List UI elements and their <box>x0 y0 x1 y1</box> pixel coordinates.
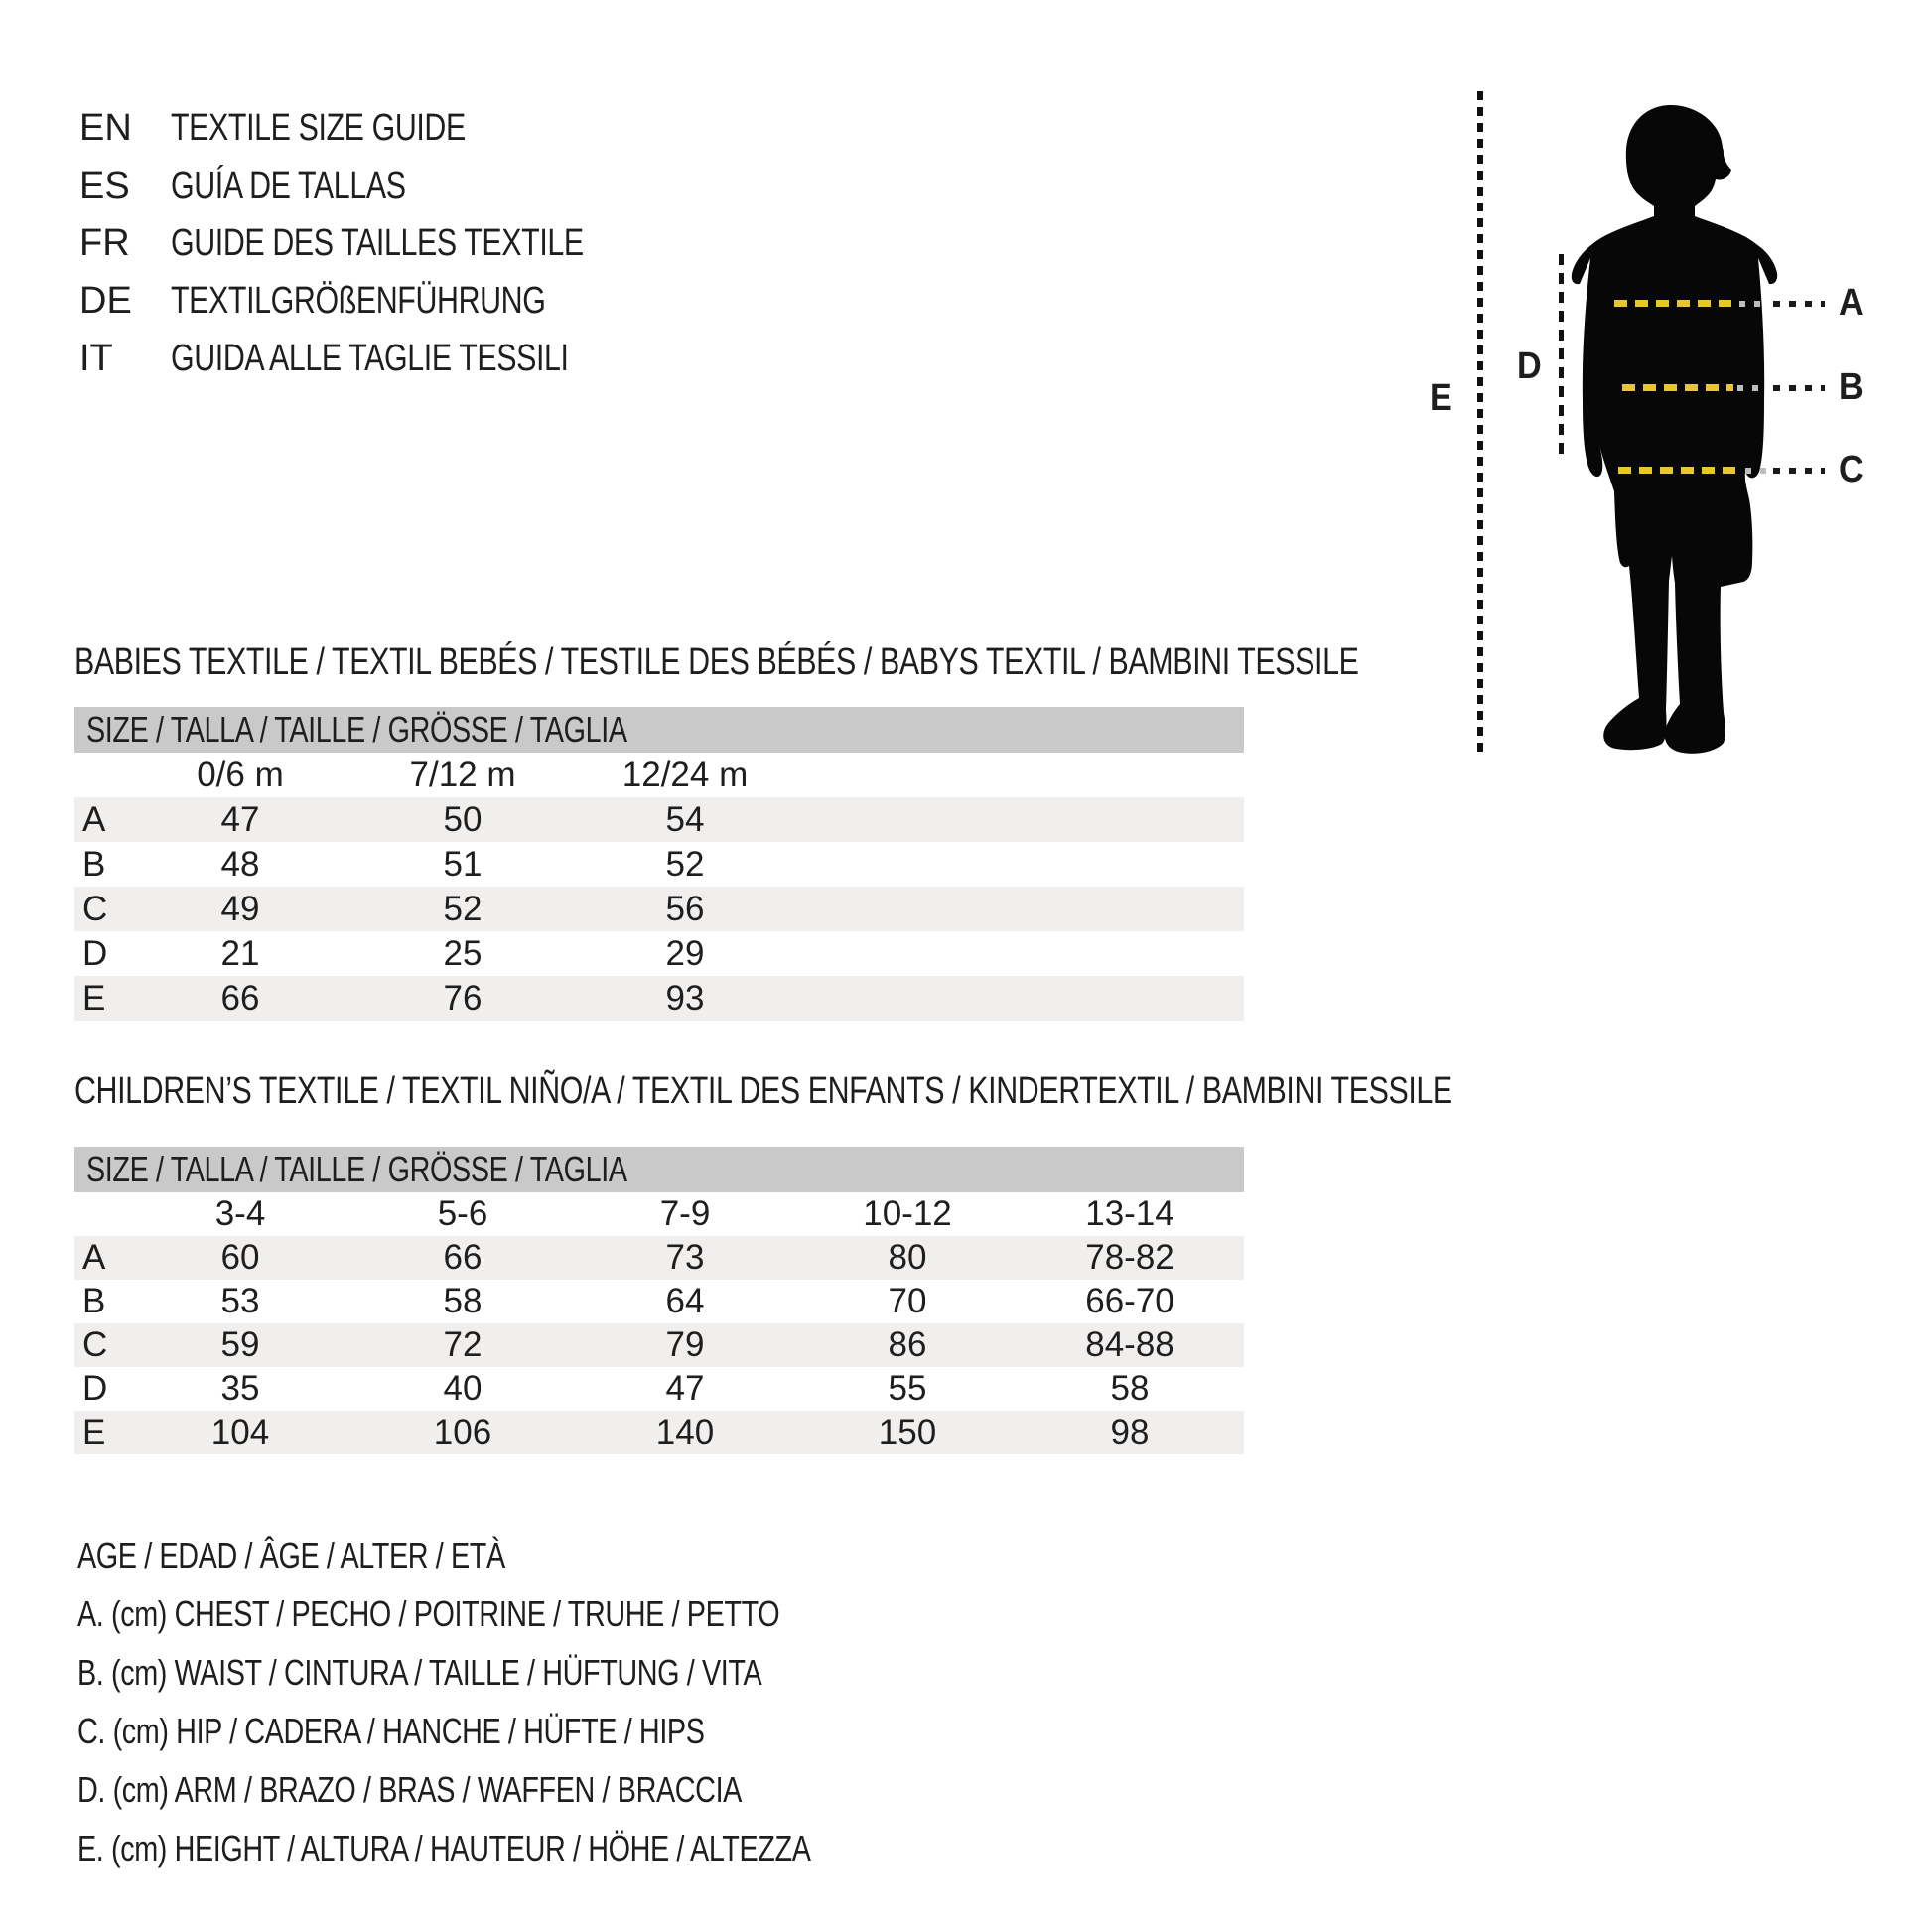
babies-table-value-cell: 48 <box>220 844 260 884</box>
children-table-value-cell: 98 <box>1110 1413 1150 1451</box>
language-title <box>171 338 668 380</box>
babies-table-value-cell: 49 <box>220 889 260 928</box>
children-table-row-label: A <box>82 1238 106 1277</box>
chest-line-fade <box>1739 301 1769 307</box>
babies-table-row-E <box>74 976 1244 1021</box>
legend-text: E. (cm) HEIGHT / ALTURA / HAUTEUR / HÖHE / ALTEZZA <box>77 1827 811 1868</box>
measurement-legend <box>77 1526 994 1877</box>
children-section-title: CHILDREN’S TEXTILE / TEXTIL NIÑO/A / TEXTIL DES ENFANTS / KINDERTEXTIL / BAMBINI TESSILE <box>74 1069 1452 1112</box>
babies-table-value-cell: 51 <box>443 844 483 884</box>
language-code: DE <box>79 279 132 322</box>
legend-item <box>77 1702 994 1760</box>
babies-table-value-cell: 21 <box>220 933 260 973</box>
babies-table-value-cell: 50 <box>443 799 483 839</box>
children-table-column-header: 3-4 <box>214 1194 266 1233</box>
babies-table-value-cell: 29 <box>665 933 705 973</box>
chest-line-leader <box>1773 301 1825 307</box>
language-row <box>79 330 687 387</box>
language-title <box>171 222 687 265</box>
children-table-value-cell: 47 <box>665 1369 705 1408</box>
children-table-value-cell: 35 <box>220 1369 260 1408</box>
children-table-value-cell: 58 <box>443 1282 483 1320</box>
children-table-value-cell: 60 <box>220 1238 260 1277</box>
language-title <box>171 280 639 323</box>
children-table-column-header-row <box>74 1192 1244 1236</box>
children-table-value-cell: 150 <box>878 1413 937 1451</box>
babies-table-row-label: D <box>82 933 108 973</box>
children-table-value-cell: 55 <box>888 1369 927 1408</box>
label-hip-C: C <box>1839 449 1863 490</box>
children-table-value-cell: 80 <box>888 1238 927 1277</box>
children-table-row-E <box>74 1411 1244 1454</box>
hip-line-fade <box>1745 468 1771 474</box>
children-table-value-cell: 59 <box>220 1325 260 1364</box>
language-row <box>79 214 687 272</box>
babies-table-value-cell: 76 <box>443 978 483 1018</box>
children-table-value-cell: 73 <box>665 1238 705 1277</box>
babies-table-column-header: 0/6 m <box>197 755 284 794</box>
legend-text: B. (cm) WAIST / CINTURA / TAILLE / HÜFTUNG / VITA <box>77 1651 762 1693</box>
children-table-value-cell: 72 <box>443 1325 483 1364</box>
children-table-column-header: 13-14 <box>1085 1194 1174 1233</box>
children-table-row-A <box>74 1236 1244 1280</box>
children-table-header-text: SIZE / TALLA / TAILLE / GRÖSSE / TAGLIA <box>86 1149 627 1189</box>
babies-table-row-A <box>74 797 1244 842</box>
children-table-value-cell: 84-88 <box>1085 1325 1174 1364</box>
babies-table-value-cell: 66 <box>220 978 260 1018</box>
label-chest-A: A <box>1839 282 1863 324</box>
language-title-text: GUIDE DES TAILLES TEXTILE <box>171 221 584 264</box>
children-table-row-label: D <box>82 1369 108 1408</box>
babies-table-row-C <box>74 887 1244 931</box>
children-table-row-D <box>74 1367 1244 1411</box>
babies-table-value-cell: 93 <box>665 978 705 1018</box>
children-table-row-label: B <box>82 1282 106 1320</box>
language-title-text: TEXTILE SIZE GUIDE <box>171 106 466 149</box>
children-table-row-C <box>74 1323 1244 1367</box>
language-title-block <box>79 99 687 387</box>
babies-table-row-label: C <box>82 889 108 928</box>
children-table-value-cell: 40 <box>443 1369 483 1408</box>
children-table-column-header: 7-9 <box>659 1194 711 1233</box>
language-title <box>171 107 539 150</box>
children-table-row-B <box>74 1280 1244 1323</box>
children-table-value-cell: 104 <box>210 1413 270 1451</box>
babies-table-row-label: A <box>82 799 106 839</box>
language-title-text: TEXTILGRÖßENFÜHRUNG <box>171 279 546 322</box>
babies-table-column-header-row <box>74 753 1244 797</box>
legend-item <box>77 1643 994 1702</box>
language-code: FR <box>79 221 130 264</box>
legend-text: D. (cm) ARM / BRAZO / BRAS / WAFFEN / BRACCIA <box>77 1768 742 1810</box>
children-table-value-cell: 86 <box>888 1325 927 1364</box>
label-height-E: E <box>1430 377 1452 419</box>
language-row <box>79 99 687 157</box>
children-table-value-cell: 58 <box>1110 1369 1150 1408</box>
hip-line-leader <box>1773 468 1825 474</box>
babies-table-value-cell: 25 <box>443 933 483 973</box>
waist-line-leader <box>1773 385 1825 391</box>
language-title-text: GUÍA DE TALLAS <box>171 164 406 207</box>
babies-size-table <box>74 707 1244 1021</box>
children-table-value-cell: 79 <box>665 1325 705 1364</box>
legend-text: A. (cm) CHEST / PECHO / POITRINE / TRUHE / PETTO <box>77 1592 780 1634</box>
children-table-value-cell: 106 <box>433 1413 492 1451</box>
babies-table-header-text: SIZE / TALLA / TAILLE / GRÖSSE / TAGLIA <box>86 709 627 750</box>
children-table-row-label: C <box>82 1325 108 1364</box>
children-table-value-cell: 53 <box>220 1282 260 1320</box>
babies-table-value-cell: 52 <box>443 889 483 928</box>
legend-text: C. (cm) HIP / CADERA / HANCHE / HÜFTE / HIPS <box>77 1710 705 1751</box>
legend-text: AGE / EDAD / ÂGE / ALTER / ETÀ <box>77 1534 505 1576</box>
babies-table-value-cell: 54 <box>665 799 705 839</box>
language-code: EN <box>79 106 132 149</box>
legend-item <box>77 1585 994 1643</box>
babies-table-row-B <box>74 842 1244 887</box>
language-row <box>79 272 687 330</box>
language-title-text: GUIDA ALLE TAGLIE TESSILI <box>171 337 569 379</box>
language-row <box>79 157 687 214</box>
babies-table-column-header: 7/12 m <box>409 755 516 794</box>
legend-item <box>77 1819 994 1877</box>
babies-table-row-label: B <box>82 844 106 884</box>
children-size-table <box>74 1147 1244 1454</box>
children-table-value-cell: 66-70 <box>1085 1282 1174 1320</box>
babies-table-row-label: E <box>82 978 106 1018</box>
babies-table-header-bar <box>74 707 1244 753</box>
children-table-column-header: 10-12 <box>863 1194 952 1233</box>
chest-line-yellow <box>1614 300 1735 307</box>
label-waist-B: B <box>1839 366 1863 408</box>
language-code: ES <box>79 164 130 207</box>
babies-table-value-cell: 52 <box>665 844 705 884</box>
babies-table-value-cell: 47 <box>220 799 260 839</box>
babies-table-column-header: 12/24 m <box>621 755 749 794</box>
legend-age-line <box>77 1526 994 1585</box>
hip-line-yellow <box>1618 467 1741 474</box>
arm-measure-line-D <box>1559 254 1564 457</box>
children-table-value-cell: 140 <box>655 1413 715 1451</box>
babies-table-row-D <box>74 931 1244 976</box>
waist-line-yellow <box>1622 384 1733 391</box>
babies-table-value-cell: 56 <box>665 889 705 928</box>
babies-section-title: BABIES TEXTILE / TEXTIL BEBÉS / TESTILE DES BÉBÉS / BABYS TEXTIL / BAMBINI TESSILE <box>74 640 1359 683</box>
children-table-header-bar <box>74 1147 1244 1192</box>
children-table-value-cell: 64 <box>665 1282 705 1320</box>
language-code: IT <box>79 337 113 379</box>
legend-item <box>77 1760 994 1819</box>
children-table-row-label: E <box>82 1413 106 1451</box>
children-table-column-header: 5-6 <box>437 1194 488 1233</box>
children-table-value-cell: 66 <box>443 1238 483 1277</box>
label-arm-D: D <box>1517 345 1542 387</box>
children-table-value-cell: 70 <box>888 1282 927 1320</box>
language-title <box>171 165 465 207</box>
waist-line-fade <box>1737 385 1767 391</box>
children-table-value-cell: 78-82 <box>1085 1238 1174 1277</box>
